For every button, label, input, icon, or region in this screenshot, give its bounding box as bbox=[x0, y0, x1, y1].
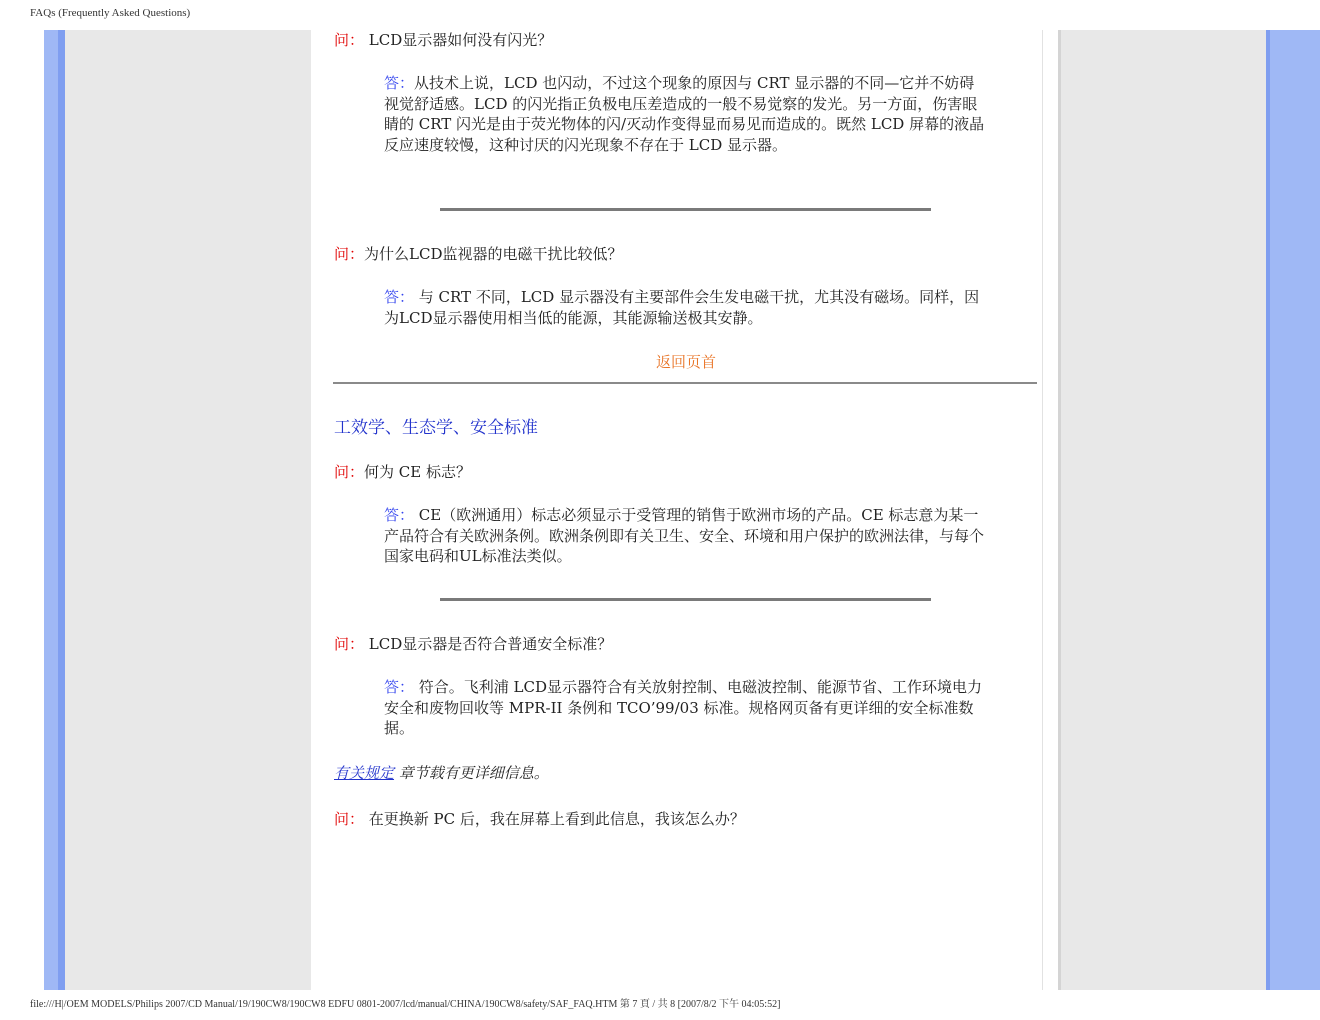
answer-3 bbox=[334, 505, 988, 567]
question-label: 问： bbox=[334, 31, 365, 49]
question-label: 问： bbox=[334, 810, 365, 828]
answer-label: 答： bbox=[384, 288, 415, 306]
regulatory-note-text: 章节载有更详细信息。 bbox=[394, 764, 549, 782]
answer-label: 答： bbox=[384, 506, 415, 524]
back-to-top-link[interactable]: 返回页首 bbox=[655, 353, 716, 371]
answer-4-text: 符合。飞利浦 LCD显示器符合有关放射控制、电磁波控制、能源节省、工作环境电力安全和废物回收等 MPR-II 条例和 TCO’99/03 标准。规格网页备有更详细的安全标准数据。 bbox=[384, 678, 983, 737]
back-to-top-wrap bbox=[334, 351, 1038, 372]
right-blue-band-edge bbox=[1266, 30, 1270, 990]
question-label: 问： bbox=[334, 463, 365, 481]
question-3-text: 何为 CE 标志？ bbox=[364, 463, 471, 481]
faq-5 bbox=[334, 809, 745, 829]
answer-2 bbox=[334, 287, 988, 328]
left-blue-band-dark bbox=[58, 30, 65, 990]
section-divider bbox=[334, 382, 1037, 384]
print-footer-path: file:///H|/OEM MODELS/Philips 2007/CD Manual/19/190CW8/190CW8 EDFU 0801-2007/lcd/manual/CHINA/190CW8/safety/SAF_FAQ.HTM 第 7 頁 / 共 8 [2007/8/2 下午 04:05:52] bbox=[30, 999, 781, 1010]
answer-4 bbox=[334, 677, 988, 739]
section-title: 工效学、生态学、安全标准 bbox=[334, 418, 538, 438]
answer-label: 答： bbox=[384, 678, 415, 696]
faq-1 bbox=[334, 30, 552, 50]
question-label: 问： bbox=[334, 635, 365, 653]
answer-2-text: 与 CRT 不同，LCD 显示器没有主要部件会生发电磁干扰，尤其没有磁场。同样，因为LCD显示器使用相当低的能源，其能源输送极其安静。 bbox=[384, 288, 980, 327]
question-4-text: LCD显示器是否符合普通安全标准？ bbox=[364, 635, 613, 653]
left-grey-panel bbox=[65, 30, 311, 990]
question-1-text: LCD显示器如何没有闪光？ bbox=[364, 31, 553, 49]
faq-4 bbox=[334, 634, 612, 654]
answer-label: 答： bbox=[384, 74, 415, 92]
question-1 bbox=[334, 30, 552, 50]
answer-1 bbox=[334, 73, 988, 155]
divider-1 bbox=[334, 208, 931, 211]
divider-2 bbox=[334, 598, 931, 601]
right-grey-panel bbox=[1058, 30, 1266, 990]
question-5-text: 在更换新 PC 后，我在屏幕上看到此信息，我该怎么办？ bbox=[364, 810, 745, 828]
regulatory-note bbox=[334, 762, 549, 783]
left-blue-band bbox=[44, 30, 58, 990]
question-label: 问： bbox=[334, 245, 365, 263]
question-2-text: 为什么LCD监视器的电磁干扰比较低？ bbox=[364, 245, 623, 263]
faq-3 bbox=[334, 462, 471, 482]
right-blue-band bbox=[1266, 30, 1320, 990]
faq-2 bbox=[334, 244, 622, 264]
answer-1-text: 从技术上说，LCD 也闪动，不过这个现象的原因与 CRT 显示器的不同—它并不妨碍视觉舒适感。LCD 的闪光指正负极电压差造成的一般不易觉察的发光。另一方面，伤害眼睛的 CRT 闪光是由于荧光物体的闪/灭动作变得显而易见而造成的。既然 LCD 屏幕的液晶反应速度较慢，这种讨厌的闪光现象不存在于 LCD 显示器。 bbox=[384, 74, 985, 154]
answer-3-text: CE（欧洲通用）标志必须显示于受管理的销售于欧洲市场的产品。CE 标志意为某一产品符合有关欧洲条例。欧洲条例即有关卫生、安全、环境和用户保护的欧洲法律，与每个国家电码和UL标准法类似。 bbox=[384, 506, 985, 565]
regulatory-link[interactable]: 有关规定 bbox=[334, 764, 395, 782]
content-right-border bbox=[1042, 30, 1043, 990]
print-header-title: FAQs (Frequently Asked Questions) bbox=[30, 7, 191, 19]
